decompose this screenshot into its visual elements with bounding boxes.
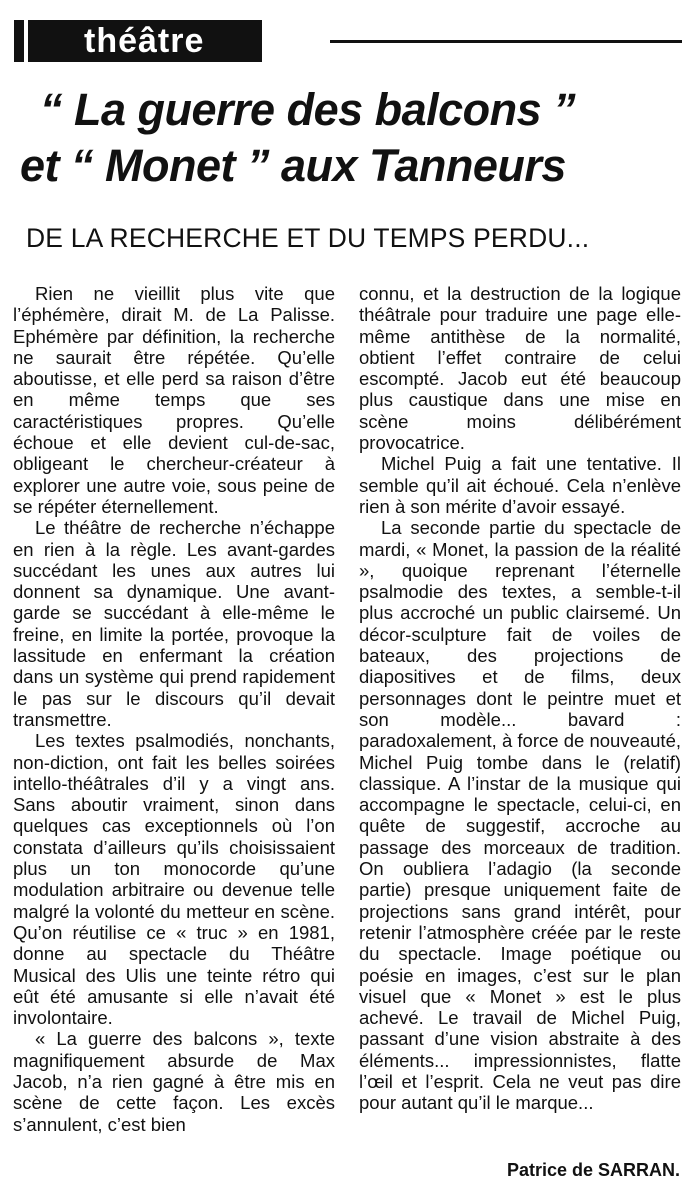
- headline-line-1: “ La guerre des balcons ”: [40, 84, 576, 135]
- paragraph: La seconde partie du spectacle de mardi, « Monet, la passion de la réalité », quoique reprenant l’éternelle psalmodie des textes, a semble-t-il plus accroché un public clairsemé. Un décor-sculpture fait de voiles de bateaux, des projections de diapositives et de films, deux personnages dont le peintre muet et son modèle... bavard : paradoxalement, à force de nouveauté, Michel Puig tombe dans le (relatif) classique. A l’instar de la musique qui accompagne le spectacle, celui-ci, en quête de suggestif, accroche au passage des morceaux de tradition. On oubliera l’adagio (la seconde partie) presque uniquement faite de projections sans grand intérêt, pour retenir l’atmosphère créée par le reste du spectacle. Image poétique ou poésie en images, c’est sur le plan visuel que « Monet » est le plus achevé. Le travail de Michel Puig, passant d’une vision abstraite à des éléments... impressionnistes, flatte l’œil et l’esprit. Cela ne veut pas dire pour autant qu’il le marque...: [359, 517, 681, 1114]
- paragraph: Rien ne vieillit plus vite que l’éphémère, dirait M. de La Palisse. Ephémère par définition, la recherche ne saurait être répétée. Qu’elle aboutisse, et elle perd sa raison d’être en même temps que ses caractéristiques propres. Qu’elle échoue et elle devient cul-de-sac, obligeant le chercheur-créateur à explorer une autre voie, sous peine de se répéter éternellement.: [13, 283, 335, 517]
- rubric-rule: [330, 40, 682, 43]
- article-column-2: [359, 283, 681, 1114]
- headline: [20, 82, 680, 194]
- article-column-1: [13, 283, 335, 1135]
- rubric-label: théâtre: [28, 20, 262, 62]
- paragraph: Michel Puig a fait une tentative. Il semble qu’il ait échoué. Cela n’enlève rien à son mérite d’avoir essayé.: [359, 453, 681, 517]
- paragraph: Le théâtre de recherche n’échappe en rien à la règle. Les avant-gardes succédant les unes aux autres lui donnent sa dynamique. Une avant-garde se succédant à elle-même le freine, en limite la portée, provoque la lassitude en enfermant la création dans un système qui prend rapidement le pas sur le discours qu’il devait transmettre.: [13, 517, 335, 730]
- paragraph-continued: connu, et la destruction de la logique théâtrale pour traduire une page elle-même antithèse de la normalité, obtient l’effet contraire de celui escompté. Jacob eut été beaucoup plus caustique dans une mise en scène moins délibérément provocatrice.: [359, 283, 681, 454]
- author-signature: Patrice de SARRAN.: [506, 1160, 680, 1180]
- rubric-bar: [14, 20, 24, 62]
- subheadline: DE LA RECHERCHE ET DU TEMPS PERDU...: [26, 223, 590, 253]
- section-rubric: [14, 18, 262, 64]
- headline-line-2: et “ Monet ” aux Tanneurs: [20, 140, 566, 191]
- paragraph: Les textes psalmodiés, nonchants, non-diction, ont fait les belles soirées intello-théâtrales d’il y a vingt ans. Sans aboutir vraiment, sinon dans quelques cas exceptionnels où l’on constata d’ailleurs qu’ils choisissaient plus un ton monocorde qu’une modulation arbitraire ou devenue telle malgré la volonté du metteur en scène. Qu’on réutilise ce « truc » en 1981, donne au spectacle du Théâtre Musical des Ulis une teinte rétro qui eût été amusante si elle n’avait été involontaire.: [13, 730, 335, 1029]
- paragraph: « La guerre des balcons », texte magnifiquement absurde de Max Jacob, n’a rien gagné à être mis en scène de cette façon. Les excès s’annulent, c’est bien: [13, 1028, 335, 1135]
